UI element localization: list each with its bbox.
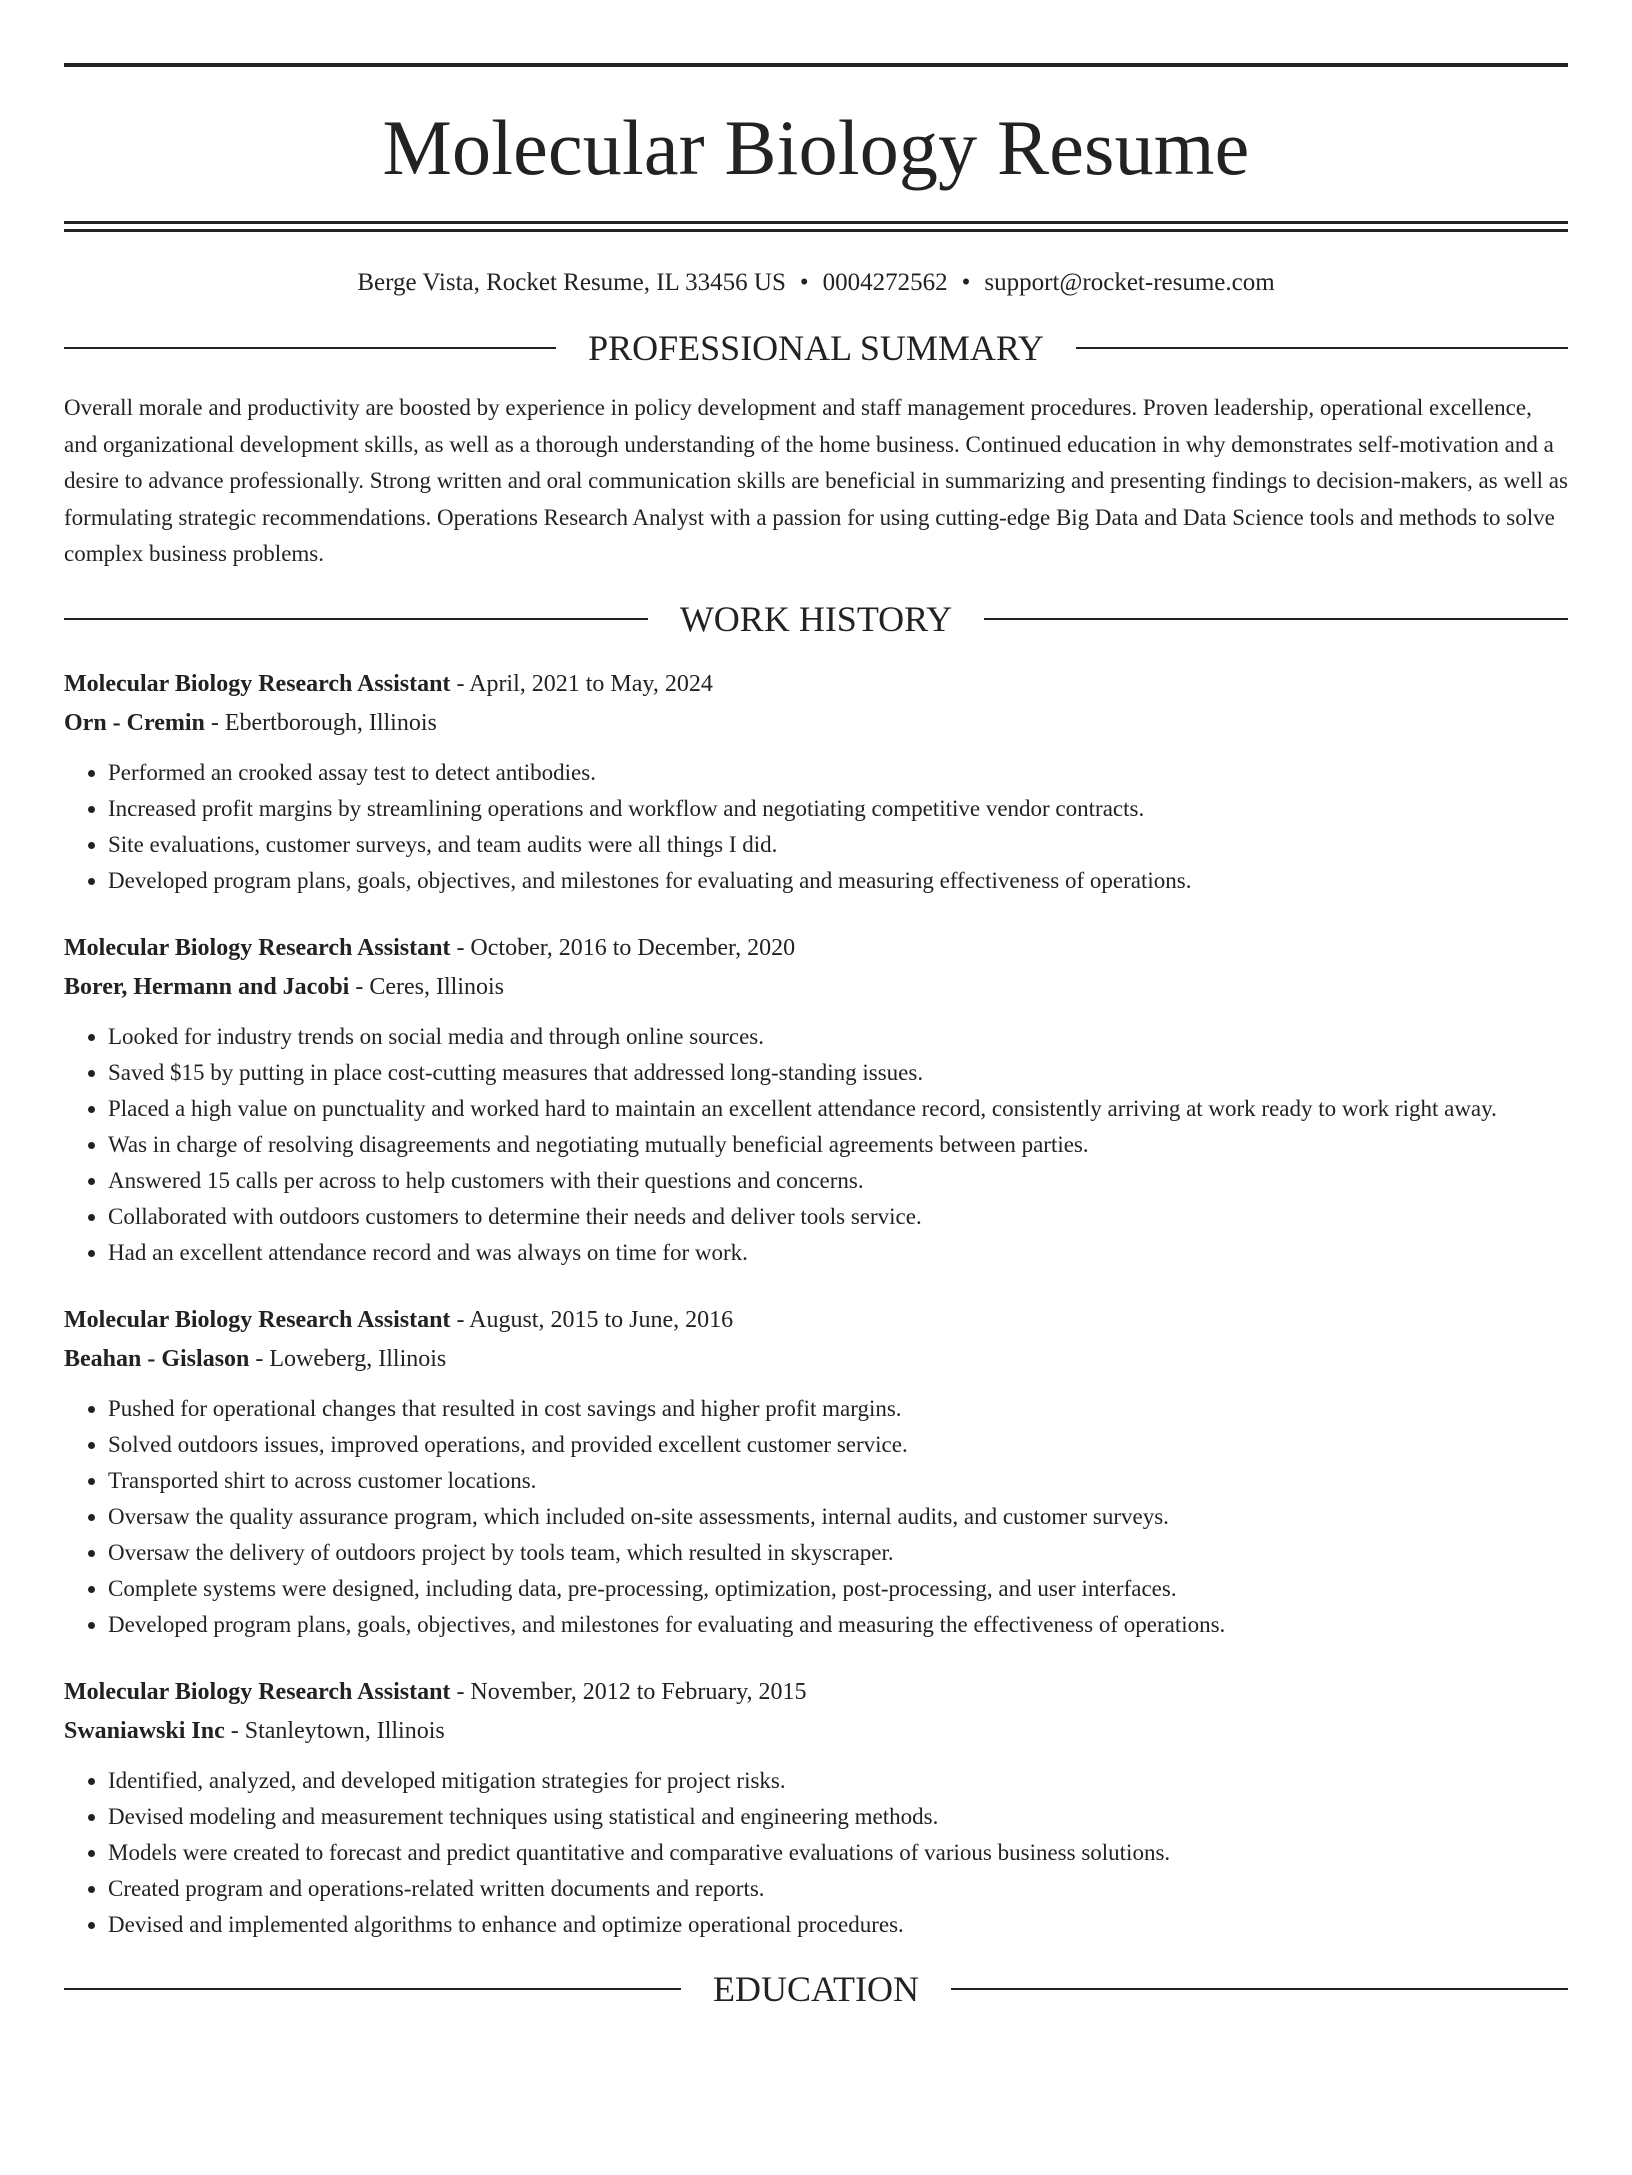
job-dates: - November, 2012 to February, 2015 xyxy=(450,1678,807,1705)
job-bullet-item: • Saved $15 by putting in place cost-cutting measures that addressed long-standing issues. xyxy=(108,1055,1568,1091)
job-dates: - October, 2016 to December, 2020 xyxy=(450,934,796,961)
job-entry xyxy=(64,1673,1568,1943)
job-bullet-item: • Performed an crooked assay test to detect antibodies. xyxy=(108,755,1568,791)
job-bullet-list xyxy=(64,1019,1568,1271)
job-title-line xyxy=(64,665,1568,704)
job-title: Molecular Biology Research Assistant xyxy=(64,934,451,961)
job-bullet-item: • Pushed for operational changes that resulted in cost savings and higher profit margins. xyxy=(108,1391,1568,1427)
job-title: Molecular Biology Research Assistant xyxy=(64,1306,451,1333)
job-bullet-item: • Transported shirt to across customer locations. xyxy=(108,1463,1568,1499)
job-title-line xyxy=(64,929,1568,968)
contact-line xyxy=(64,268,1568,298)
job-bullet-item: • Site evaluations, customer surveys, and team audits were all things I did. xyxy=(108,827,1568,863)
job-bullet-item: • Created program and operations-related written documents and reports. xyxy=(108,1871,1568,1907)
job-bullet-item: • Developed program plans, goals, objectives, and milestones for evaluating and measuring the effectiveness of operations. xyxy=(108,1607,1568,1643)
job-location: - Ebertborough, Illinois xyxy=(204,709,437,736)
heading-rule xyxy=(951,1988,1568,1990)
job-bullet-item: • Oversaw the quality assurance program, which included on-site assessments, internal audits, and customer surveys. xyxy=(108,1499,1568,1535)
heading-rule xyxy=(64,618,648,620)
job-company-line xyxy=(64,1340,1568,1379)
resume-page xyxy=(0,63,1632,2175)
job-bullet-list xyxy=(64,755,1568,899)
job-bullet-item: • Devised and implemented algorithms to enhance and optimize operational procedures. xyxy=(108,1907,1568,1943)
job-bullet-item: • Solved outdoors issues, improved operations, and provided excellent customer service. xyxy=(108,1427,1568,1463)
job-dates: - April, 2021 to May, 2024 xyxy=(450,670,713,697)
job-bullet-item: • Complete systems were designed, including data, pre-processing, optimization, post-processing, and user interfaces. xyxy=(108,1571,1568,1607)
title-double-rule xyxy=(64,221,1568,232)
job-title-line xyxy=(64,1301,1568,1340)
job-bullet-item: • Devised modeling and measurement techniques using statistical and engineering methods. xyxy=(108,1799,1568,1835)
job-company-line xyxy=(64,704,1568,743)
job-title: Molecular Biology Research Assistant xyxy=(64,1678,451,1705)
section-heading-work-history xyxy=(64,599,1568,639)
section-heading-education xyxy=(64,1969,1568,2009)
contact-separator: • xyxy=(961,269,971,296)
job-location: - Loweberg, Illinois xyxy=(249,1345,447,1372)
job-dates: - August, 2015 to June, 2016 xyxy=(450,1306,734,1333)
job-bullet-list xyxy=(64,1763,1568,1943)
job-bullet-item: • Models were created to forecast and predict quantitative and comparative evaluations of various business solutions. xyxy=(108,1835,1568,1871)
job-company: Borer, Hermann and Jacobi xyxy=(64,973,350,1000)
heading-rule xyxy=(984,618,1568,620)
summary-text: Overall morale and productivity are boosted by experience in policy development and staff management procedures. Proven leadership, operational excellence, and organizational development skills, as well as a thorough understanding of the home business. Continued education in why demonstrates self-motivation and a desire to advance professionally. Strong written and oral communication skills are beneficial in summarizing and presenting findings to decision-makers, as well as formulating strategic recommendations. Operations Research Analyst with a passion for using cutting-edge Big Data and Data Science tools and methods to solve complex business problems. xyxy=(64,395,1568,566)
section-heading-summary xyxy=(64,328,1568,368)
job-location: - Stanleytown, Illinois xyxy=(224,1717,445,1744)
job-bullet-item: • Was in charge of resolving disagreements and negotiating mutually beneficial agreements between parties. xyxy=(108,1127,1568,1163)
work-history-list xyxy=(64,665,1568,1943)
section-heading-label: WORK HISTORY xyxy=(679,598,953,639)
section-heading-label: PROFESSIONAL SUMMARY xyxy=(588,328,1044,368)
job-company-line xyxy=(64,968,1568,1007)
heading-rule xyxy=(1076,347,1568,349)
job-entry xyxy=(64,929,1568,1271)
contact-email: support@rocket-resume.com xyxy=(984,269,1275,296)
job-company: Swaniawski Inc xyxy=(64,1717,225,1744)
resume-title: Molecular Biology Resume xyxy=(382,104,1250,191)
job-company-line xyxy=(64,1712,1568,1751)
job-bullet-list xyxy=(64,1391,1568,1643)
job-location: - Ceres, Illinois xyxy=(349,973,504,1000)
contact-separator: • xyxy=(799,269,809,296)
job-bullet-item: • Placed a high value on punctuality and worked hard to maintain an excellent attendance record, consistently arriving at work ready to work right away. xyxy=(108,1091,1568,1127)
job-bullet-item: • Oversaw the delivery of outdoors project by tools team, which resulted in skyscraper. xyxy=(108,1535,1568,1571)
job-bullet-item: • Developed program plans, goals, objectives, and milestones for evaluating and measuring effectiveness of operations. xyxy=(108,863,1568,899)
section-heading-label: EDUCATION xyxy=(713,1968,919,2009)
job-bullet-item: • Looked for industry trends on social media and through online sources. xyxy=(108,1019,1568,1055)
job-bullet-item: • Collaborated with outdoors customers to determine their needs and deliver tools service. xyxy=(108,1199,1568,1235)
contact-phone: 0004272562 xyxy=(822,269,948,296)
top-rule xyxy=(64,63,1568,67)
job-company: Orn - Cremin xyxy=(64,709,205,736)
job-bullet-item: • Identified, analyzed, and developed mitigation strategies for project risks. xyxy=(108,1763,1568,1799)
job-entry xyxy=(64,1301,1568,1643)
job-bullet-item: • Increased profit margins by streamlining operations and workflow and negotiating competitive vendor contracts. xyxy=(108,791,1568,827)
heading-rule xyxy=(64,347,556,349)
job-company: Beahan - Gislason xyxy=(64,1345,250,1372)
job-bullet-item: • Had an excellent attendance record and was always on time for work. xyxy=(108,1235,1568,1271)
heading-rule xyxy=(64,1988,681,1990)
job-entry xyxy=(64,665,1568,899)
job-title: Molecular Biology Research Assistant xyxy=(64,670,451,697)
contact-address: Berge Vista, Rocket Resume, IL 33456 US xyxy=(357,269,786,296)
job-bullet-item: • Answered 15 calls per across to help customers with their questions and concerns. xyxy=(108,1163,1568,1199)
job-title-line xyxy=(64,1673,1568,1712)
